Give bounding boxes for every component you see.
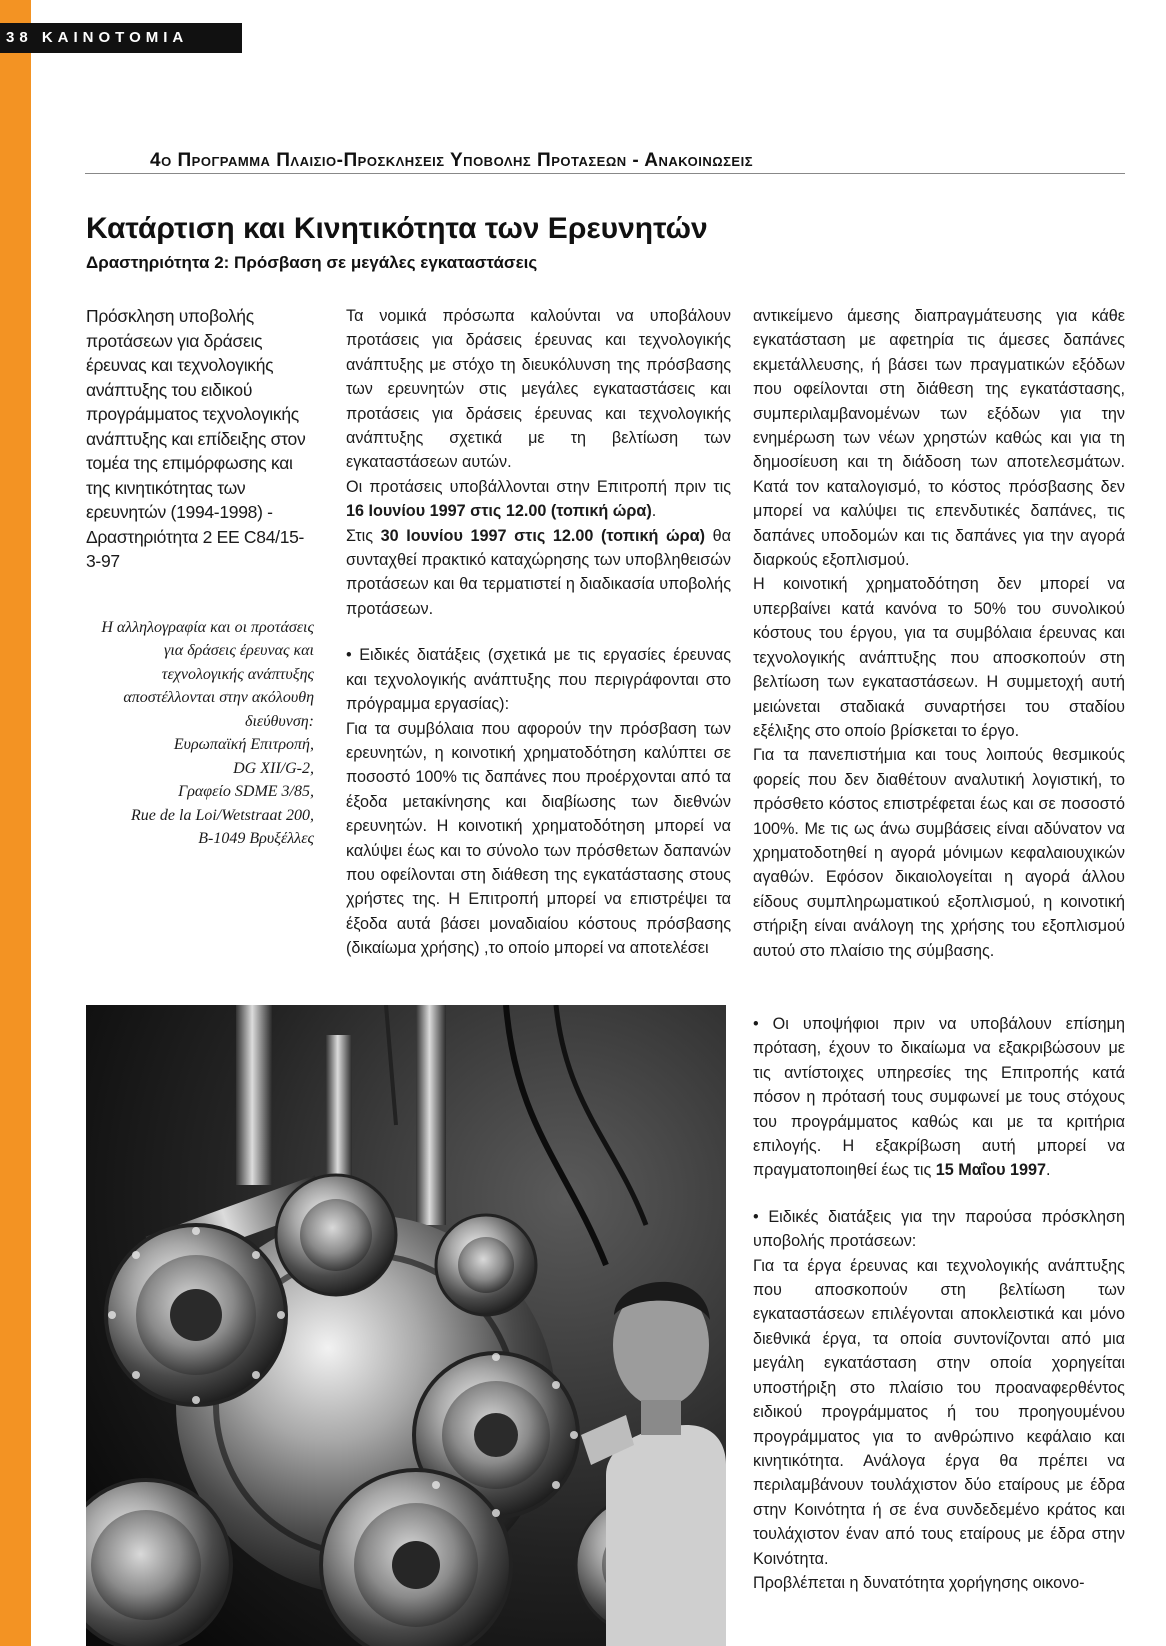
paragraph: Για τα συμβόλαια που αφορούν την πρόσβαση των ερευνητών, η κοινοτική χρηματοδότηση καλύπτει σε ποσοστό 100% τις δαπάνες που προέρχονται από τα έξοδα μετακίνησης και διαβίωσης των διεθνών ερευνητών. Η κοινοτική χρηματοδότηση μπορεί να καλύψει έως και το σύνολο των πρόσθετων δαπανών που οφείλονται στη διάθεση της εγκατάστασης στους χρήστες της. Η Επιτροπή μπορεί να επιστρέψει τα έξοδα αυτά βάσει μοναδιαίου κόστους πρόσβασης (δικαίωμα χρήσης) ,το οποίο μπορεί να αποτελέσει — [346, 719, 731, 958]
address-line: Γραφείο SDME 3/85, — [178, 783, 314, 800]
address-line: Rue de la Loi/Wetstraat 200, — [131, 806, 314, 824]
section-header: 4ο Προγραμμα Πλαισιο-Προσκλησεις Υποβολης Προτασεων - Ανακοινωσεις — [150, 150, 754, 171]
article-subtitle: Δραστηριότητα 2: Πρόσβαση σε μεγάλες εγκαταστάσεις — [86, 253, 538, 272]
article-title: Κατάρτιση και Κινητικότητα των Ερευνητών — [86, 212, 708, 245]
verification-date: 15 Μαΐου 1997 — [935, 1161, 1047, 1180]
page-header: 38 ΚΑΙΝΟΤΟΜΙΑ — [0, 23, 242, 53]
orange-margin-bar — [0, 0, 31, 1646]
vacuum-chamber-illustration — [86, 1005, 726, 1646]
paragraph-text: θα συνταχθεί πρακτικό καταχώρησης των υποβληθεισών προτάσεων και θα τερματιστεί η διαδικασία υποβολής προτάσεων. — [346, 526, 732, 618]
paragraph-text: Οι προτάσεις υποβάλλονται στην Επιτροπή πριν τις — [346, 477, 731, 496]
address-line: B-1049 Βρυξέλλες — [198, 830, 314, 847]
paragraph: Προβλέπεται η δυνατότητα χορήγησης οικονο- — [753, 1573, 1085, 1592]
left-column — [86, 304, 314, 851]
deadline-date: 16 Ιουνίου 1997 στις 12.00 (τοπική ώρα) — [346, 502, 652, 521]
paragraph-text: • Οι υποψήφιοι πριν να υποβάλουν επίσημη πρόταση, έχουν το δικαίωμα να εξακριβώσουν με τις αντίστοιχες υπηρεσίες της Επιτροπής κατά πόσον η πρότασή τους συμφωνεί με τους στόχους του προγράμματος καθώς και με τα κριτήρια επιλογής. Η εξακρίβωση αυτή μπορεί να πραγματοποιηθεί έως τις — [753, 1015, 1125, 1180]
address-block — [86, 616, 314, 851]
section-divider — [85, 173, 1125, 174]
address-line: αποστέλλονται στην ακόλουθη — [123, 689, 314, 706]
paragraph: • Ειδικές διατάξεις για την παρούσα πρόσκληση υποβολής προτάσεων: — [753, 1207, 1125, 1251]
paragraph-text: . — [1046, 1161, 1051, 1180]
right-column-bottom — [753, 1012, 1125, 1595]
paragraph: Τα νομικά πρόσωπα καλούνται να υποβάλουν προτάσεις για δράσεις έρευνας και τεχνολογικής ανάπτυξης με στόχο τη διευκόλυνση της πρόσβασης των ερευνητών στις μεγάλες εγκαταστάσεις και προτάσεις για δράσεις έρευνας και τεχνολογικής ανάπτυξης σχετικά με τη βελτίωση των εγκαταστάσεων αυτών. — [346, 307, 731, 472]
paragraph-text: Στις — [346, 526, 374, 545]
address-line: Ευρωπαϊκή Επιτροπή, — [173, 736, 314, 753]
paragraph-text: . — [651, 502, 657, 521]
paragraph — [346, 524, 731, 622]
port-flange — [106, 1225, 286, 1405]
middle-column — [346, 304, 731, 961]
laboratory-photo — [86, 1005, 726, 1646]
right-column-top — [753, 304, 1125, 963]
address-line: DG XII/G-2, — [233, 759, 314, 777]
paragraph — [753, 1012, 1125, 1183]
paragraph: Για τα έργα έρευνας και τεχνολογικής ανάπτυξης που αποσκοπούν στη βελτίωση των εγκαταστάσεων επιλέγονται αποκλειστικά και μόνο διεθνικά έργα, τα οποία συντονίζονται από μια μεγάλη εγκατάσταση στην οποία χορηγείται υποστήριξη στο πλαίσιο του προαναφερθέντος ειδικού προγράμματος ή του προηγουμένου προγράμματος για το ανθρώπινο κεφάλαιο και κινητικότητα. Ανάλογα έργα θα πρέπει να περιλαμβάνουν τουλάχιστον δύο εταίρους με έδρα στην Κοινότητα ή σε ένα συνδεδεμένο κράτος και τουλάχιστον έναν από τους εταίρους με έδρα στην Κοινότητα. — [753, 1256, 1125, 1568]
call-reference-text: Πρόσκληση υποβολής προτάσεων για δράσεις έρευνας και τεχνολογικής ανάπτυξης του ειδικού προγράμματος τεχνολογικής ανάπτυξης και επίδειξης στον τομέα της επιμόρφωσης και της κινητικότητας των ερευνητών (1994-1998) - Δραστηριότητα 2 ΕΕ C84/15-3-97 — [86, 306, 306, 571]
address-line: για δράσεις έρευνας και — [164, 642, 314, 659]
registration-date: 30 Ιουνίου 1997 στις 12.00 (τοπική ώρα) — [380, 526, 706, 545]
paragraph: • Ειδικές διατάξεις (σχετικά με τις εργασίες έρευνας και τεχνολογικής ανάπτυξης που περιγράφονται στο πρόγραμμα εργασίας): — [346, 646, 731, 714]
paragraph: Για τα πανεπιστήμια και τους λοιπούς θεσμικούς φορείς που δεν διαθέτουν αναλυτική λογιστική, το πρόσθετο κόστος επιστρέφεται έως και σε ποσοστό 100%. Με τις ως άνω συμβάσεις είναι αδύνατον να χρηματοδοτηθεί η αγορά μόνιμων κεφαλαιουχικών αγαθών. Εφόσον δικαιολογείται η αγορά άλλου είδους συμπληρωματικού εξοπλισμού, η κοινοτική στήριξη είναι ανάλογη της χρήσης του εξοπλισμού αυτού στο πλαίσιο της σύμβασης. — [753, 746, 1125, 960]
address-line: Η αλληλογραφία και οι προτάσεις — [101, 618, 314, 636]
paragraph — [346, 475, 731, 524]
paragraph: Η κοινοτική χρηματοδότηση δεν μπορεί να υπερβαίνει κατά κανόνα το 50% του συνολικού κόστους του έργου, για τα συμβόλαια έρευνας και τεχνολογικής ανάπτυξης που αποσκοπούν στη βελτίωση των εγκαταστάσεων. Η συμμετοχή αυτή μειώνεται σταδιακά συναρτήσει του σταδίου εξέλιξης στο οποίο βρίσκεται το έργο. — [753, 575, 1125, 740]
paragraph: αντικείμενο άμεσης διαπραγμάτευσης για κάθε εγκατάσταση με αφετηρία τις άμεσες δαπάνες εκμετάλλευσης, ή βάσει των πραγματικών εξόδων που οφείλονται στη διάθεση της εγκατάστασης, συμπεριλαμβανομένων των εξόδων για την ενημέρωση των νέων χρηστών καθώς και για τη δημοσίευση και τη διάδοση των αποτελεσμάτων. Κατά τον καταλογισμό, το κόστος πρόσβασης δεν μπορεί να καλύψει τις επενδυτικές δαπάνες, τις δαπάνες υποδομών και τις δαπάνες για την αγορά διαρκούς εξοπλισμού. — [753, 307, 1125, 570]
address-line: διεύθυνση: — [245, 712, 314, 730]
address-line: τεχνολογικής ανάπτυξης — [161, 665, 314, 683]
